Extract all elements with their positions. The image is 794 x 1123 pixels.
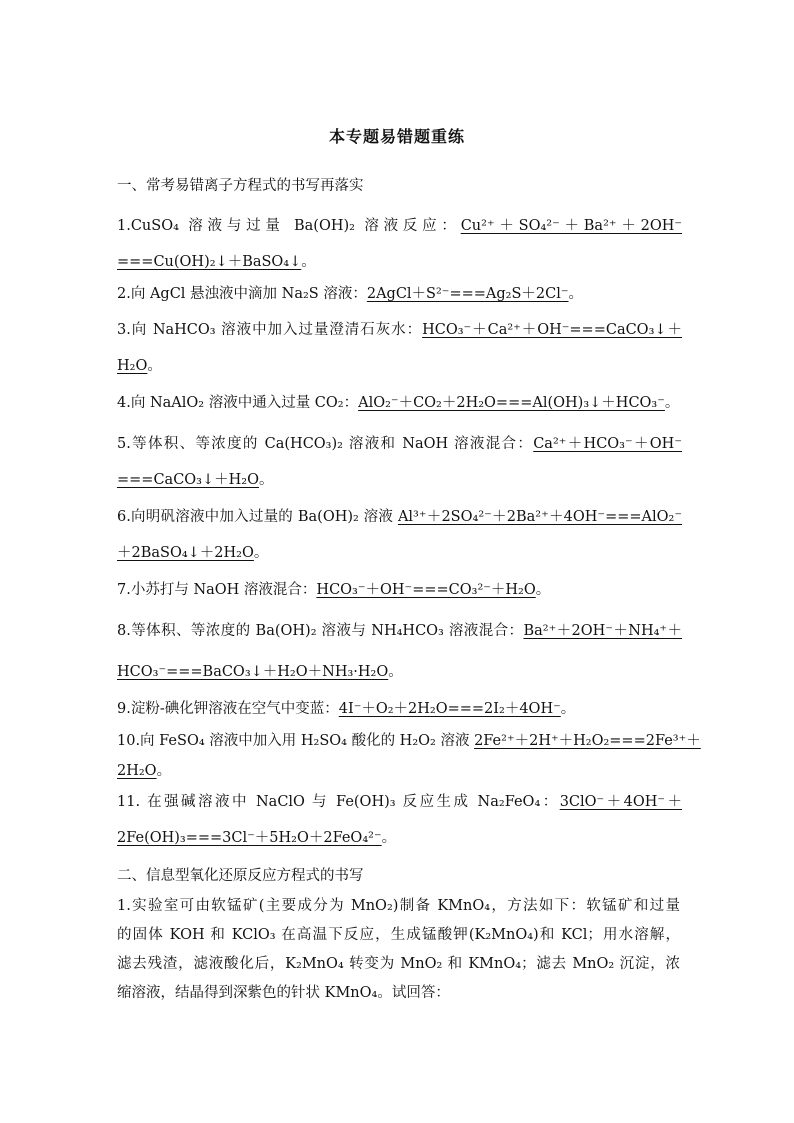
question-text: 4.向 NaAlO₂ 溶液中通入过量 CO₂： xyxy=(117,395,359,411)
period: 。 xyxy=(156,763,172,779)
question-text: 8.等体积、等浓度的 Ba(OH)₂ 溶液与 NH₄HCO₃ 溶液混合： xyxy=(117,623,524,639)
period: 。 xyxy=(253,545,269,561)
question-text: 2.向 AgCl 悬浊液中滴加 Na₂S 溶液： xyxy=(117,286,367,302)
question-5-line-2 xyxy=(117,470,682,490)
question-3-line-2 xyxy=(117,356,682,376)
question-text: 11. 在强碱溶液中 NaClO 与 Fe(OH)₃ 反应生成 Na₂FeO₄： xyxy=(117,794,560,810)
question-text: 5.等体积、等浓度的 Ca(HCO₃)₂ 溶液和 NaOH 溶液混合： xyxy=(117,436,534,452)
question-10-line-2 xyxy=(117,761,682,781)
question-1-line-2 xyxy=(117,252,682,272)
answer-text: ＋2BaSO₄↓＋2H₂O xyxy=(117,545,254,561)
question-text: 3.向 NaHCO₃ 溶液中加入过量澄清石灰水： xyxy=(117,322,423,338)
answer-text: 2H₂O xyxy=(117,763,157,779)
period: 。 xyxy=(301,254,316,270)
period: 。 xyxy=(560,701,576,717)
question-11-line-1 xyxy=(117,792,682,812)
question-text: 9.淀粉-碘化钾溶液在空气中变蓝： xyxy=(117,701,339,717)
paragraph-line: 滤去残渣，滤液酸化后，K₂MnO₄ 转变为 MnO₂ 和 KMnO₄；滤去 MnO₂ 沉淀，浓 xyxy=(117,956,680,972)
question-9 xyxy=(117,699,682,719)
question-5-line-1 xyxy=(117,434,682,454)
answer-text: 2Fe(OH)₃===3Cl⁻＋5H₂O＋2FeO₄²⁻ xyxy=(117,830,382,846)
answer-text: Al³⁺＋2SO₄²⁻＋2Ba²⁺＋4OH⁻===AlO₂⁻ xyxy=(397,509,682,525)
answer-text: ===Cu(OH)₂↓＋BaSO₄↓ xyxy=(117,254,302,270)
question-6-line-2 xyxy=(117,543,682,563)
period: 。 xyxy=(258,472,274,488)
period: 。 xyxy=(568,286,584,302)
paragraph-line: 缩溶液，结晶得到深紫色的针状 KMnO₄。试回答： xyxy=(117,985,450,1001)
period: 。 xyxy=(664,395,680,411)
paragraph-line: 的固体 KOH 和 KClO₃ 在高温下反应，生成锰酸钾(K₂MnO₄)和 KCl；用水溶解， xyxy=(117,927,680,943)
answer-text: Ca²⁺＋HCO₃⁻＋OH⁻ xyxy=(533,436,682,452)
question-text: 1.CuSO₄ 溶液与过量 Ba(OH)₂ 溶液反应： xyxy=(117,218,461,234)
answer-text: AlO₂⁻＋CO₂＋2H₂O===Al(OH)₃↓＋HCO₃⁻ xyxy=(358,395,665,411)
paragraph-line: 1.实验室可由软锰矿(主要成分为 MnO₂)制备 KMnO₄，方法如下：软锰矿和过量 xyxy=(117,898,680,914)
question-text: 10.向 FeSO₄ 溶液中加入用 H₂SO₄ 酸化的 H₂O₂ 溶液 xyxy=(117,733,475,749)
answer-text: Ba²⁺＋2OH⁻＋NH₄⁺＋ xyxy=(523,623,682,639)
answer-text: HCO₃⁻＋OH⁻===CO₃²⁻＋H₂O xyxy=(316,582,536,598)
question-8-line-2 xyxy=(117,662,682,682)
answer-text: 3ClO⁻＋4OH⁻＋ xyxy=(559,794,682,810)
question-11-line-2 xyxy=(117,828,682,848)
page-title: 本专题易错题重练 xyxy=(328,127,465,146)
answer-text: 2Fe²⁺＋2H⁺＋H₂O₂===2Fe³⁺＋ xyxy=(474,733,701,749)
answer-text: 2AgCl＋S²⁻===Ag₂S＋2Cl⁻ xyxy=(366,286,569,302)
period: 。 xyxy=(147,358,162,374)
answer-text: HCO₃⁻===BaCO₃↓＋H₂O＋NH₃·H₂O xyxy=(117,664,389,680)
section-heading-2: 二、信息型氧化还原反应方程式的书写 xyxy=(117,868,364,884)
question-1-line-1 xyxy=(117,216,682,236)
question-8-line-1 xyxy=(117,621,682,641)
section-heading-1: 一、常考易错离子方程式的书写再落实 xyxy=(117,178,364,194)
question-4 xyxy=(117,393,682,413)
period: 。 xyxy=(388,664,403,680)
question-10-line-1 xyxy=(117,731,701,751)
answer-text: H₂O xyxy=(117,358,148,374)
answer-text: 4I⁻＋O₂＋2H₂O===2I₂＋4OH⁻ xyxy=(338,701,561,717)
question-3-line-1 xyxy=(117,320,682,340)
answer-text: HCO₃⁻＋Ca²⁺＋OH⁻===CaCO₃↓＋ xyxy=(422,322,682,338)
question-2 xyxy=(117,284,682,304)
question-text: 7.小苏打与 NaOH 溶液混合： xyxy=(117,582,317,598)
answer-text: ===CaCO₃↓＋H₂O xyxy=(117,472,259,488)
period: 。 xyxy=(535,582,551,598)
period: 。 xyxy=(381,830,397,846)
answer-text: Cu²⁺＋SO₄²⁻＋Ba²⁺＋2OH⁻ xyxy=(460,218,682,234)
question-text: 6.向明矾溶液中加入过量的 Ba(OH)₂ 溶液 xyxy=(117,509,398,525)
question-2-1-paragraph xyxy=(117,892,680,1008)
question-7 xyxy=(117,580,682,600)
question-6-line-1 xyxy=(117,507,682,527)
